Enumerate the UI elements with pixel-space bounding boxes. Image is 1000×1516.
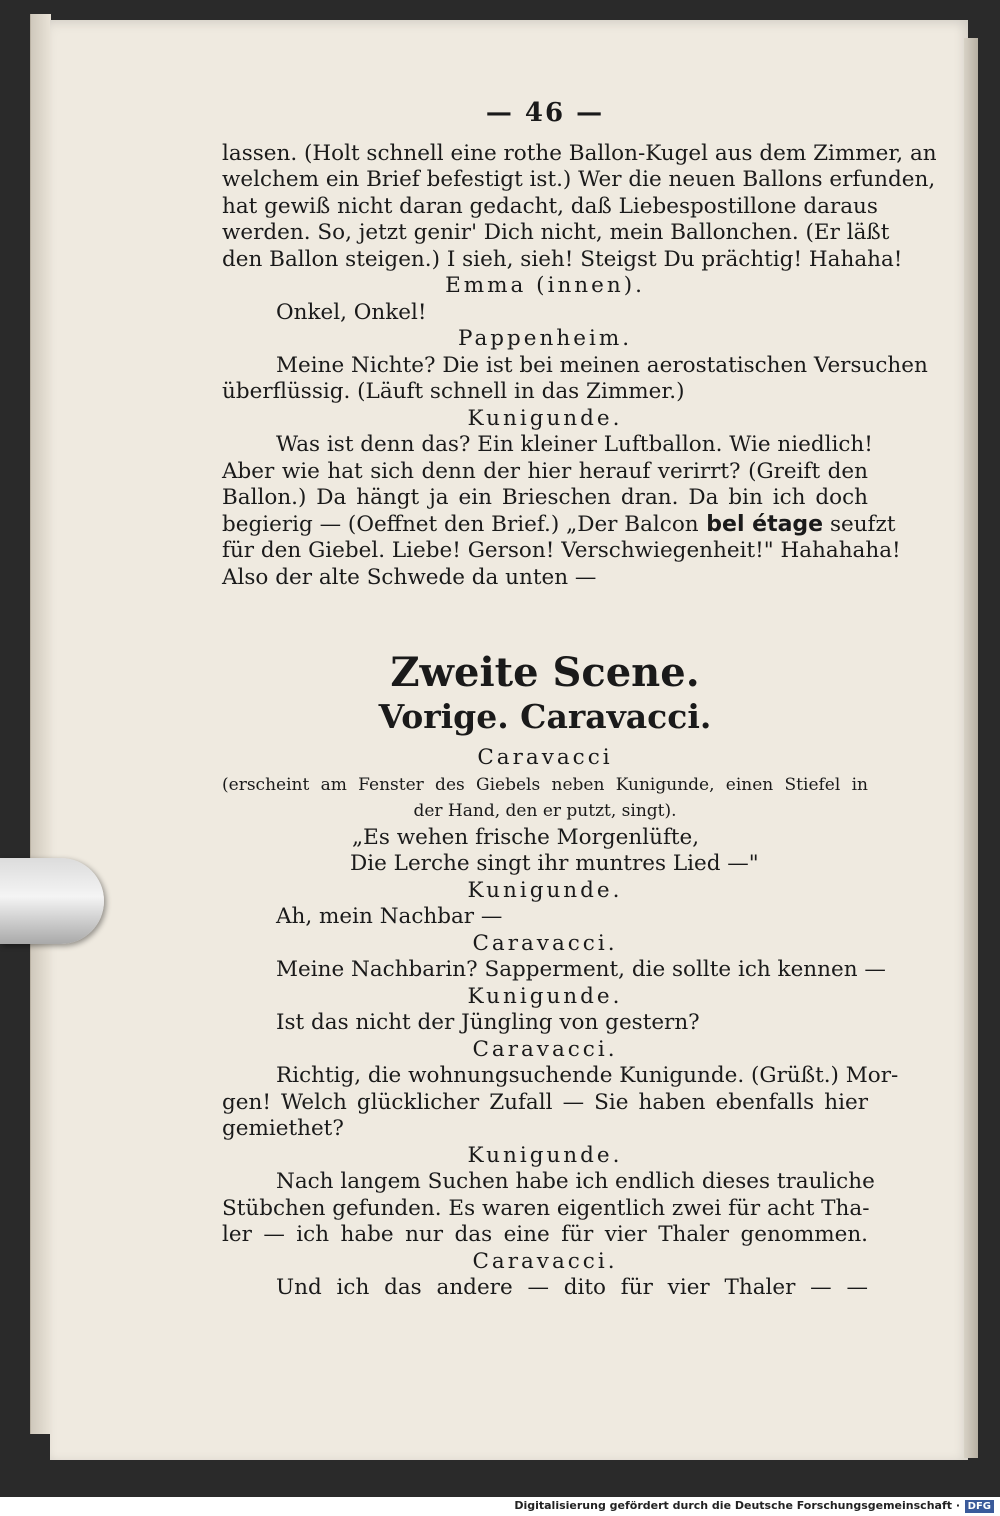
scene-characters: Vorige. Caravacci.	[378, 697, 712, 736]
text-line: Und ich das andere — dito für vier Thaler — —	[276, 1275, 868, 1300]
text-line: Was ist denn das? Ein kleiner Luftballon. Wie niedlich!	[276, 432, 873, 457]
speaker-name: Caravacci.	[472, 1036, 618, 1062]
speaker-name: Kunigunde.	[467, 877, 623, 903]
text-line: überflüssig. (Läuft schnell in das Zimmer.)	[222, 379, 685, 404]
text-line: ler — ich habe nur das eine für vier Thaler genommen.	[222, 1222, 868, 1247]
text-line: lassen. (Holt schnell eine rothe Ballon-Kugel aus dem Zimmer, an	[222, 140, 937, 166]
dialogue-block-1	[222, 140, 937, 592]
scene-title: Zweite Scene.	[390, 649, 700, 696]
page-text	[222, 98, 937, 1302]
footer-bar	[0, 1497, 1000, 1516]
text-line: welchem ein Brief befestigt ist.) Wer die neuen Ballons erfunden,	[222, 167, 936, 192]
dfg-logo: DFG	[965, 1500, 994, 1513]
speaker-name: Kunigunde.	[467, 1142, 623, 1168]
text-line: hat gewiß nicht daran gedacht, daß Liebespostillone daraus	[222, 193, 878, 219]
text-line: Also der alte Schwede da unten —	[222, 564, 597, 590]
speaker-name: Kunigunde.	[467, 405, 623, 431]
speaker-name: Caravacci.	[472, 1248, 618, 1274]
text-line: den Ballon steigen.) I sieh, sieh! Steigst Du prächtig! Hahaha!	[222, 246, 903, 272]
text-line: Ah, mein Nachbar —	[276, 904, 503, 929]
text-line: Ist das nicht der Jüngling von gestern?	[276, 1010, 700, 1035]
speaker-name: Emma (innen).	[445, 273, 645, 298]
text-line: Stübchen gefunden. Es waren eigentlich zwei für acht Tha-	[222, 1195, 870, 1221]
text-line: „Es wehen frische Morgenlüfte,	[352, 824, 700, 850]
text-line: Onkel, Onkel!	[276, 299, 427, 325]
speaker-name: Caravacci	[477, 745, 613, 770]
right-page-edge	[964, 38, 978, 1458]
text-line: werden. So, jetzt genir' Dich nicht, mein Ballonchen. (Er läßt	[222, 220, 890, 245]
footer-credit: Digitalisierung gefördert durch die Deutsche Forschungsgemeinschaft ·	[514, 1499, 960, 1512]
text-line: Die Lerche singt ihr muntres Lied —"	[350, 851, 759, 876]
emphasized-phrase: bel étage	[698, 511, 824, 537]
speaker-name: Pappenheim.	[457, 326, 633, 351]
text-line: der Hand, den er putzt, singt).	[413, 801, 677, 821]
text-line: (erscheint am Fenster des Giebels neben Kunigunde, einen Stiefel in	[222, 774, 868, 795]
text-line: Meine Nichte? Die ist bei meinen aerostatischen Versuchen	[276, 352, 928, 378]
text-line: gemiethet?	[222, 1116, 344, 1141]
left-page-edge	[30, 14, 51, 1434]
page-number: — 46 —	[485, 98, 605, 128]
text-line: für den Giebel. Liebe! Gerson! Verschwiegenheit!" Hahahaha!	[222, 538, 901, 563]
text-line: gen! Welch glücklicher Zufall — Sie haben ebenfalls hier	[222, 1089, 868, 1115]
text-line: Meine Nachbarin? Sapperment, die sollte ich kennen —	[276, 957, 886, 982]
text-line: Ballon.) Da hängt ja ein Brieschen dran. Da bin ich doch	[222, 485, 868, 510]
text-line: Nach langem Suchen habe ich endlich dieses trauliche	[276, 1169, 875, 1194]
text-line: Richtig, die wohnungsuchende Kunigunde. (Grüßt.) Mor-	[276, 1063, 899, 1088]
text-line: Aber wie hat sich denn der hier herauf verirrt? (Greift den	[222, 458, 868, 484]
text-line: begierig — (Oeffnet den Brief.) „Der Balcon bel étage seufzt	[222, 511, 896, 537]
speaker-name: Caravacci.	[472, 930, 618, 956]
speaker-name: Kunigunde.	[467, 983, 623, 1009]
dialogue-block-2	[222, 745, 899, 1302]
page-turn-tab	[0, 858, 104, 944]
